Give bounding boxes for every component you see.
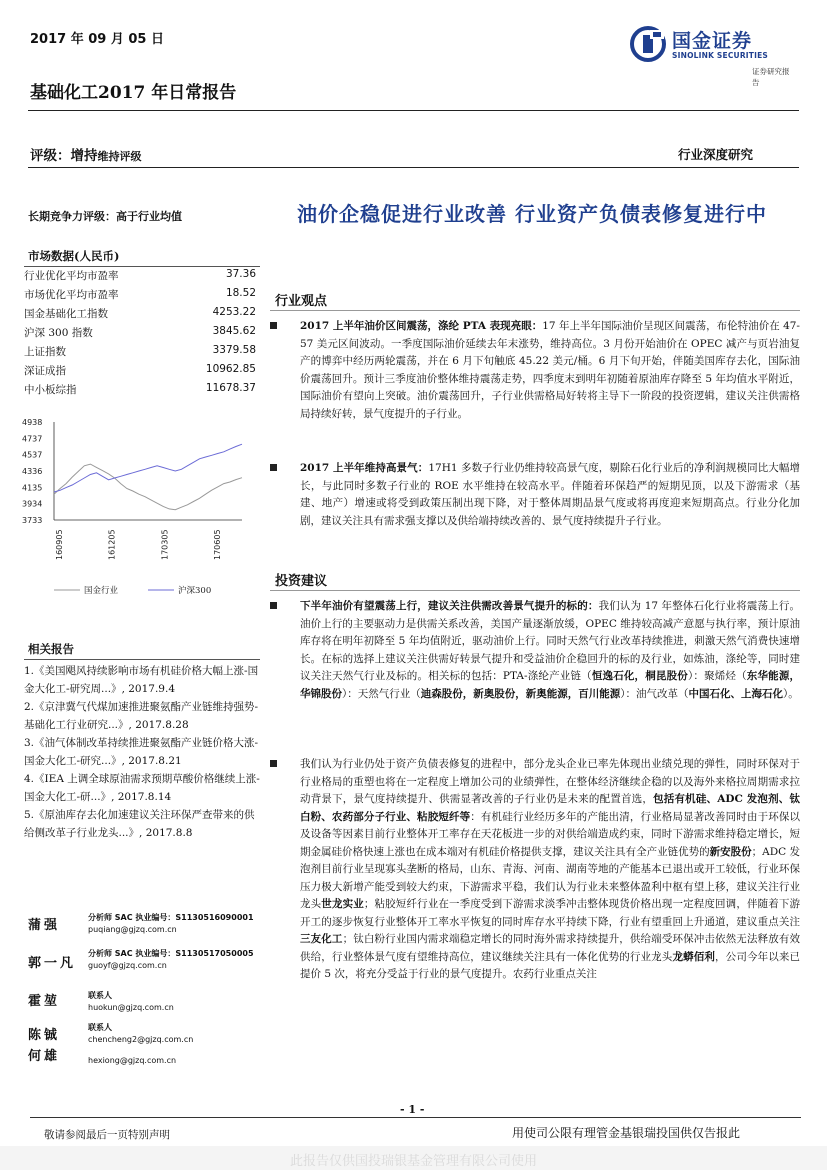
x-tick-label: 160905 [55,529,64,560]
report-title: 基础化工2017 年日常报告 [30,83,237,103]
x-tick-label: 161205 [107,529,117,560]
bullet-body-text: ；钛白粉行业国内需求端稳定增长的同时海外需求持续提升，供给端受环保冲击依然无法释放有效供给，行业整体景气度有望维持高位，建议继续关注具有一体化优势的行业龙头 [300,933,801,963]
analyst-email[interactable]: guoyf@gjzq.com.cn [88,960,167,970]
stock-name: 新安股份 [709,845,752,858]
rating-value: 增持 [70,148,98,164]
y-tick-label: 3733 [22,516,43,525]
analyst-name: 郭一凡 [28,956,77,971]
market-row-label: 中小板综指 [24,384,77,396]
bullet-body-text: ）：聚烯烃（ [687,670,747,682]
related-report-text: 1.《美国飓风持续影响市场有机硅价格大幅上涨-国金大化工-研究周...》 [24,665,259,695]
related-report-date: 2017.9.4 [128,683,176,695]
series-line-industry [54,464,242,510]
bullet-head: 2017 上半年油价区间震荡，涤纶 PTA 表现亮眼： [300,320,543,332]
x-tick-label: 170605 [213,529,222,560]
y-tick-label: 4938 [22,418,43,427]
bullet-square-icon [270,760,277,767]
bullet-square-icon [270,602,277,609]
x-tick-label: 170305 [160,529,170,560]
stock-group: 迪森股份，新奥股份，新奥能源，百川能源 [420,687,621,700]
section-industry-view: 行业观点 [275,294,328,309]
bullet-oil-price [270,318,800,423]
stock-group: 东华能源，华锦股份 [300,670,801,700]
analyst-name: 霍堃 [28,994,61,1009]
bullet-body: 17H1 多数子行业仍维持较高景气度，剔除石化行业后的净利润规模同比大幅增长，与此同时多数子行业的 ROE 水平维持在较高水平。伴随着环保趋严的短期见顶，以及下游需求（基建、地产）增速或将受到政策压制出现下降，对于整体周期品景气度或将再度迎来短期高点。行业分化加剧，建议关注具有需求强支撑以及供给端持续改善的、景气度持续提升子行业。 [300,462,800,527]
market-row-value: 4253.22 [212,306,256,318]
analyst-name: 蒲强 [28,918,61,933]
rating [30,144,142,164]
market-row-label: 上证指数 [24,346,66,358]
legend-label-hs300: 沪深300 [178,586,212,596]
related-title: 相关报告 [28,642,74,656]
bullet-investment [270,598,800,703]
related-report[interactable]: 4.《IEA 上调全球原油需求预期草酸价格继续上涨-国金大化工-研...》, 2017.8.14 [24,773,260,803]
market-row-value: 3379.58 [212,344,256,356]
section-rule [270,590,800,591]
analyst-info [88,912,254,935]
related-report-date: 2017.8.14 [117,791,172,803]
bullet-square-icon [270,464,277,471]
analyst-title: 联系人 [88,1023,112,1032]
analyst-email[interactable]: puqiang@gjzq.com.cn [88,924,177,934]
bullet-body: 我们认为 17 年整体石化行业将震荡上行。油价上行的主要驱动力是供需关系改善，美国产量逐渐放缓，OPEC 维持较高减产意愿与执行率，预计原油库存将在明年初降至 5 年均值附近，驱动油价上行。同时天然气行业改革持续推进，刺激天然气消费快速增长。在标的选择上建议关注供需好转景气提升和受益油价企稳回升的标的及行业，如炼油，涤纶等，同时建议关注天然气行业及标的。相关标的包括：PTA-涤纶产业链（ [300,600,800,682]
market-row [24,325,256,344]
market-row-value: 37.36 [225,268,256,280]
bullet-body-text: ：有机硅行业经历多年的产能出清，行业格局显著改善同时由于环保以及设备等因素目前行业整体开工率存在天花板进一步的对供给端造成约束，同时下游需求维持稳定增长，短期金属硅价格快速上涨也在成本端对有机硅价格提供支撑，建议关注具有全产业链优势的 [300,810,801,858]
logo-en-text: SINOLINK SECURITIES [672,51,769,60]
market-row [24,306,256,325]
rating-note: 维持评级 [97,150,142,163]
legend-label-industry: 国金行业 [84,586,119,596]
market-row-label: 国金基础化工指数 [24,308,108,320]
footer-disclaimer: 敬请参阅最后一页特别声明 [44,1129,170,1141]
rating-label: 评级： [30,148,71,164]
related-rule [24,659,260,660]
market-row [24,268,256,287]
market-row-value: 11678.37 [205,382,256,394]
market-row [24,363,256,382]
footer-notice: 用使司公限有理管金基银瑞投国供仅告报此 [512,1126,741,1140]
analyst-info [88,1055,176,1067]
report-type: 行业深度研究 [678,147,754,162]
bullet-head: 下半年油价有望震荡上行，建议关注供需改善景气提升的标的： [300,600,599,612]
market-row-label: 深证成指 [24,365,66,377]
bullet-body: 17 年上半年国际油价呈现区间震荡，布伦特油价在 47-57 美元区间波动。一季度国际油价延续去年末涨势，维持高位。3 月份开始油价在 OPEC 减产与页岩油复产的博弈中经历两轮震荡，并在 6 月下旬触底 45.22 美元/桶。6 月下旬开始，伴随美国库存去化，国际油价震荡回升。预计三季度油价整体维持震荡走势，四季度末到明年初随着原油库存降至 5 年均值水平附近，国际油价有望向上突破。油价震荡回升，子行业供需格局好转将主导下一阶段的投资逻辑，建议关注供需格局持续好转，景气度提升的子行业。 [300,320,800,420]
stock-group: 包括有机硅、ADC 发泡剂、钛白粉、农药部分子行业、粘胶短纤等 [300,793,801,823]
logo-cn-text: 国金证券 [672,30,753,52]
bullet-head: 2017 上半年维持高景气： [300,462,429,474]
logo-sub-text: 证券研究报告 [752,67,790,87]
bullet-square-icon [270,322,277,329]
related-report[interactable]: 1.《美国飓风持续影响市场有机硅价格大幅上涨-国金大化工-研究周...》, 2017.9.4 [24,665,259,695]
bullet-recovery [270,756,800,984]
analyst-email[interactable]: huokun@gjzq.com.cn [88,1002,174,1012]
analyst-email[interactable]: chencheng2@gjzq.com.cn [88,1034,194,1044]
related-report-text: 4.《IEA 上调全球原油需求预期草酸价格继续上涨-国金大化工-研...》 [24,773,260,803]
bullet-prosperity [270,460,800,530]
related-report[interactable]: 5.《原油库存去化加速建议关注环保严查带来的供给侧改革子行业龙头...》, 2017.8.8 [24,809,255,839]
analyst-title: 分析师 SAC 执业编号：S1130517050005 [88,949,254,958]
market-row-value: 10962.85 [205,363,256,375]
market-row-label: 行业优化平均市盈率 [24,270,119,282]
analyst-name: 陈铖 [28,1028,61,1043]
analyst-info [88,1022,193,1045]
stock-name: 世龙实业 [321,898,364,910]
bullet-body-text: ）：天然气行业（ [342,687,421,700]
y-tick-label: 4135 [22,483,43,493]
related-report-date: 2017.8.8 [145,827,193,839]
market-row-value: 3845.62 [212,325,256,337]
market-row-value: 18.52 [225,287,256,299]
watermark: 此报告仅供国投瑞银基金管理有限公司使用 [0,1146,827,1170]
page-number: - 1 - [400,1103,425,1116]
market-row [24,287,256,306]
header-rule [28,110,799,111]
bullet-body-text: 我们认为行业仍处于资产负债表修复的进程中，部分龙头企业已率先体现出业绩兑现的弹性，同时环保对于行业格局的重塑也将在一定程度上增加公司的业绩弹性，在整体经济继续企稳的以及海外来格拉周期需求拉动背景下，景气度持续提升、供需显著改善的子行业仍是未来的配置首选， [300,758,800,805]
bullet-body-text: ）。 [783,687,799,700]
stock-group: 恒逸石化，桐昆股份 [591,670,688,682]
index-chart [20,412,260,612]
market-row [24,382,256,401]
analyst-title: 联系人 [88,991,112,1000]
related-report-text: 3.《油气体制改革持续推进聚氨酯产业链价格大涨-国金大化工-研究...》 [24,737,259,767]
market-data-title: 市场数据(人民币) [28,249,120,263]
y-tick-label: 4737 [22,434,43,444]
stock-name: 三友化工 [300,933,343,945]
bullet-body-text: ；ADC 发泡剂目前行业呈现寡头垄断的格局，山东、青海、河南、湖南等地的产能基本已退出或开工较低，行业环保压力极大新增产能受到较大约束，下游需求平稳，我们认为行业未来整体盈利中枢有望上移，建议关注行业龙头 [300,845,801,910]
related-report-date: 2017.8.21 [128,755,182,767]
y-tick-label: 4537 [22,450,43,460]
footer-rule [30,1117,801,1118]
analyst-email[interactable]: hexiong@gjzq.com.cn [88,1056,177,1065]
related-report[interactable]: 3.《油气体制改革持续推进聚氨酯产业链价格大涨-国金大化工-研究...》, 2017.8.21 [24,737,259,767]
rating-rule [28,167,799,168]
analyst-info [88,990,174,1013]
main-title: 油价企稳促进行业改善 行业资产负债表修复进行中 [297,202,767,226]
market-row [24,344,256,363]
bullet-body-text: ；粘胶短纤行业在一季度受到下游需求淡季冲击整体现货价格出现一定程度回调，伴随着下游开工的逐步恢复行业整体开工率水平恢复的同时库存水平持续下降，行业有望重回上升通道，建议重点关注 [300,898,801,928]
analyst-name: 何雄 [28,1049,61,1064]
analyst-title: 分析师 SAC 执业编号：S1130516090001 [88,913,254,922]
y-tick-label: 4336 [22,467,43,476]
related-report-text: 2.《京津冀气代煤加速推进聚氨酯产业链维持强势-基础化工行业研究...》 [24,701,259,731]
stock-group: 中国石化、上海石化 [688,687,783,700]
related-report-date: 2017.8.28 [135,719,189,731]
related-report-text: 5.《原油库存去化加速建议关注环保严查带来的供给侧改革子行业龙头...》 [24,809,255,839]
section-investment-advice: 投资建议 [275,574,328,589]
market-row-label: 市场优化平均市盈率 [24,289,119,301]
market-row-label: 沪深 300 指数 [24,327,93,339]
bullet-body-text: ）：油气改革（ [620,687,689,700]
long-term-rating: 长期竞争力评级：高于行业均值 [28,210,182,223]
report-date: 2017 年 09 月 05 日 [30,32,164,47]
bullet-body-text: ，公司今年以来已提价 5 次，将充分受益于行业的景气度提升。农药行业重点关注 [300,950,801,980]
y-tick-label: 3934 [22,499,43,509]
related-report[interactable]: 2.《京津冀气代煤加速推进聚氨酯产业链维持强势-基础化工行业研究...》, 2017.8.28 [24,701,259,731]
market-data-rule [24,266,260,267]
logo-mark-icon [630,26,666,62]
sinolink-logo [630,24,795,87]
analyst-info [88,948,254,971]
section-rule [270,310,800,311]
stock-name: 龙蟒佰利 [672,950,716,963]
